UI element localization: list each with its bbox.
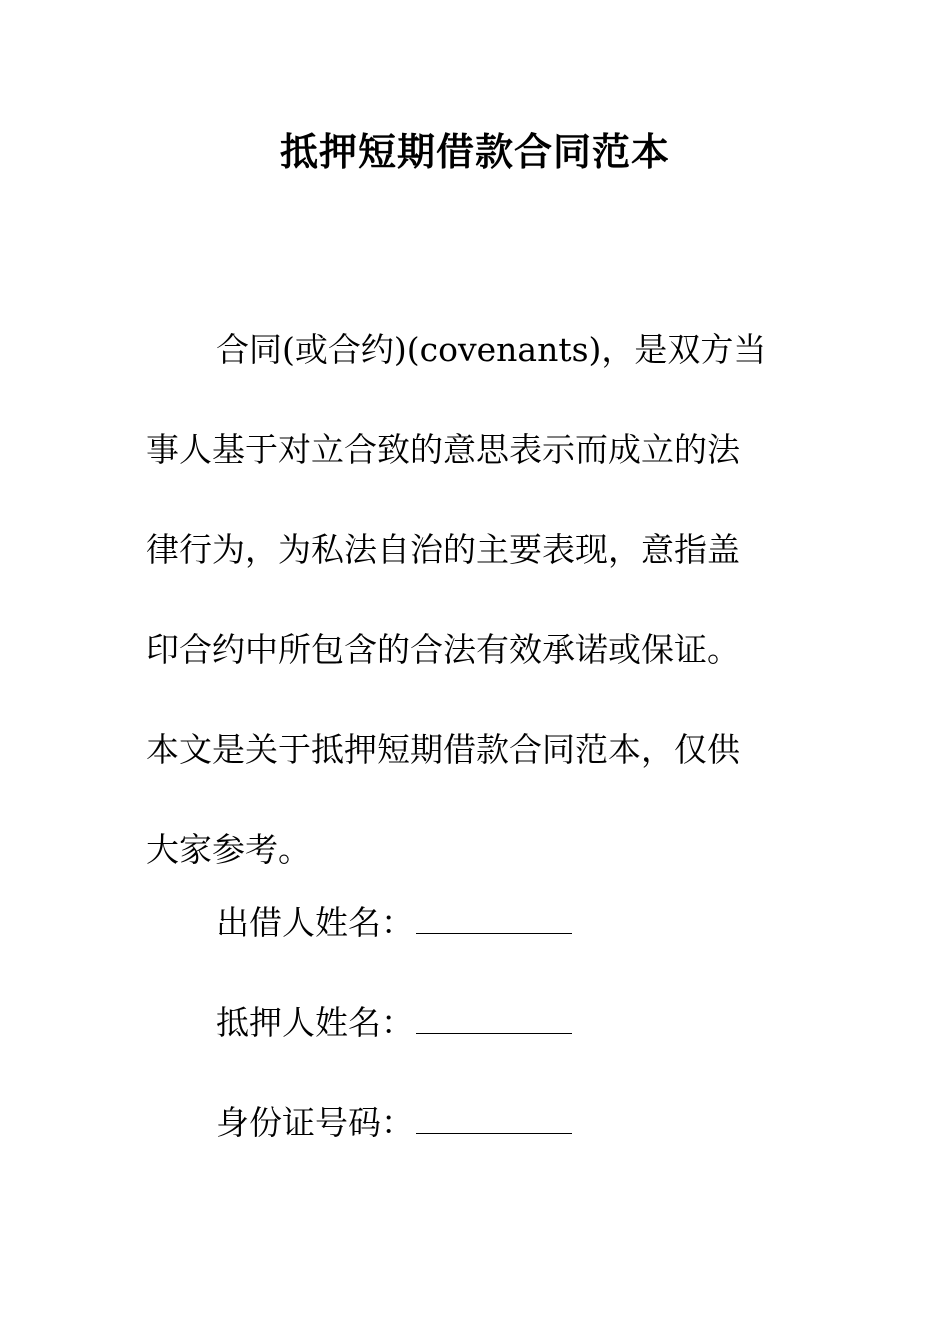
field-id-number xyxy=(216,1093,816,1153)
intro-line: 事人基于对立合致的意思表示而成立的法 xyxy=(146,430,740,469)
fill-in-blank xyxy=(416,1103,572,1134)
field-lender-name xyxy=(216,893,816,953)
intro-line: 律行为，为私法自治的主要表现，意指盖 xyxy=(146,530,740,569)
intro-paragraph xyxy=(146,300,806,900)
intro-line: 本文是关于抵押短期借款合同范本，仅供 xyxy=(146,730,740,769)
intro-line: 合同(或合约)(covenants)，是双方当 xyxy=(216,330,767,369)
intro-line: 印合约中所包含的合法有效承诺或保证。 xyxy=(146,630,740,669)
field-label: 出借人姓名： xyxy=(216,903,414,942)
fill-in-blank xyxy=(416,903,572,934)
field-label: 身份证号码： xyxy=(216,1103,414,1142)
field-mortgagor-name xyxy=(216,993,816,1053)
intro-line: 大家参考。 xyxy=(146,830,311,869)
fill-in-blank xyxy=(416,1003,572,1034)
field-label: 抵押人姓名： xyxy=(216,1003,414,1042)
document-title: 抵押短期借款合同范本 xyxy=(279,129,670,174)
